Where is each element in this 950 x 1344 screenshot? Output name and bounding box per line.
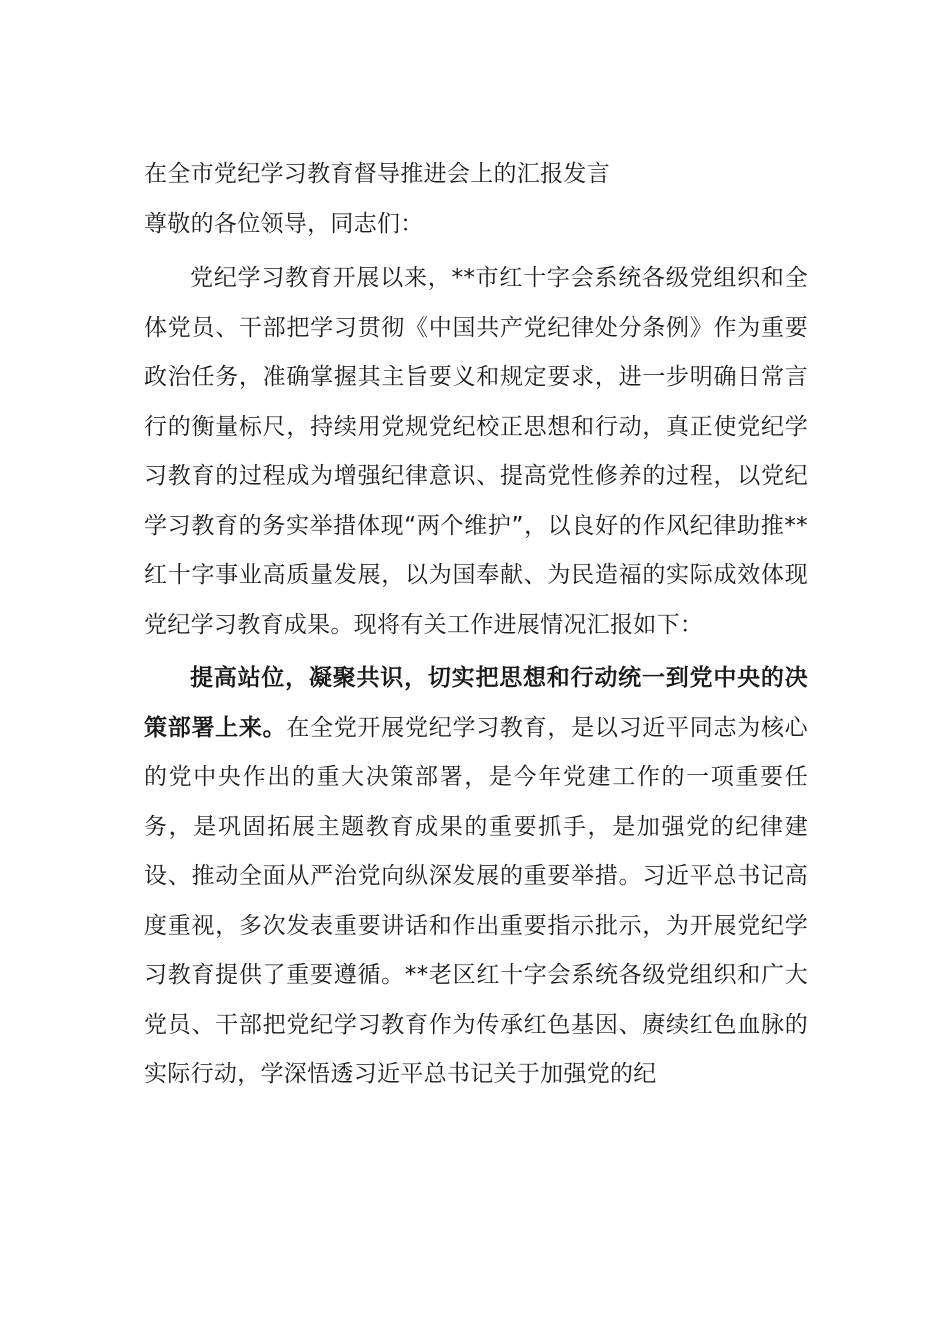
paragraph-lead: 提高站位，凝聚共识，切实把思想和行动统一到党中央的决策部署上来。 bbox=[144, 665, 808, 741]
paragraph-text: 党纪学习教育开展以来，**市红十字会系统各级党组织和全体党员、干部把学习贯彻《中国共产党纪律处分条例》作为重要政治任务，准确掌握其主旨要义和规定要求，进一步明确日常言行的衡量标尺，持续用党规党纪校正思想和行动，真正使党纪学习教育的过程成为增强纪律意识、提高党性修养的过程，以党纪学习教育的务实举措体现“两个维护”，以良好的作风纪律助推**红十字事业高质量发展，以为国奉献、为民造福的实际成效体现党纪学习教育成果。现将有关工作进展情况汇报如下： bbox=[144, 265, 808, 638]
document-page bbox=[144, 152, 808, 1104]
paragraph-intro bbox=[144, 254, 808, 650]
paragraph-section-1 bbox=[144, 654, 808, 1100]
paragraph-text: 在全党开展党纪学习教育，是以习近平同志为核心的党中央作出的重大决策部署，是今年党建工作的一项重要任务，是巩固拓展主题教育成果的重要抓手，是加强党的纪律建设、推动全面从严治党向纵深发展的重要举措。习近平总书记高度重视，多次发表重要讲话和作出重要指示批示，为开展党纪学习教育提供了重要遵循。**老区红十字会系统各级党组织和广大党员、干部把党纪学习教育作为传承红色基因、赓续红色血脉的实际行动，学深悟透习近平总书记关于加强党的纪 bbox=[144, 714, 808, 1087]
document-title: 在全市党纪学习教育督导推进会上的汇报发言 bbox=[144, 161, 610, 187]
salutation: 尊敬的各位领导，同志们： bbox=[144, 211, 424, 237]
